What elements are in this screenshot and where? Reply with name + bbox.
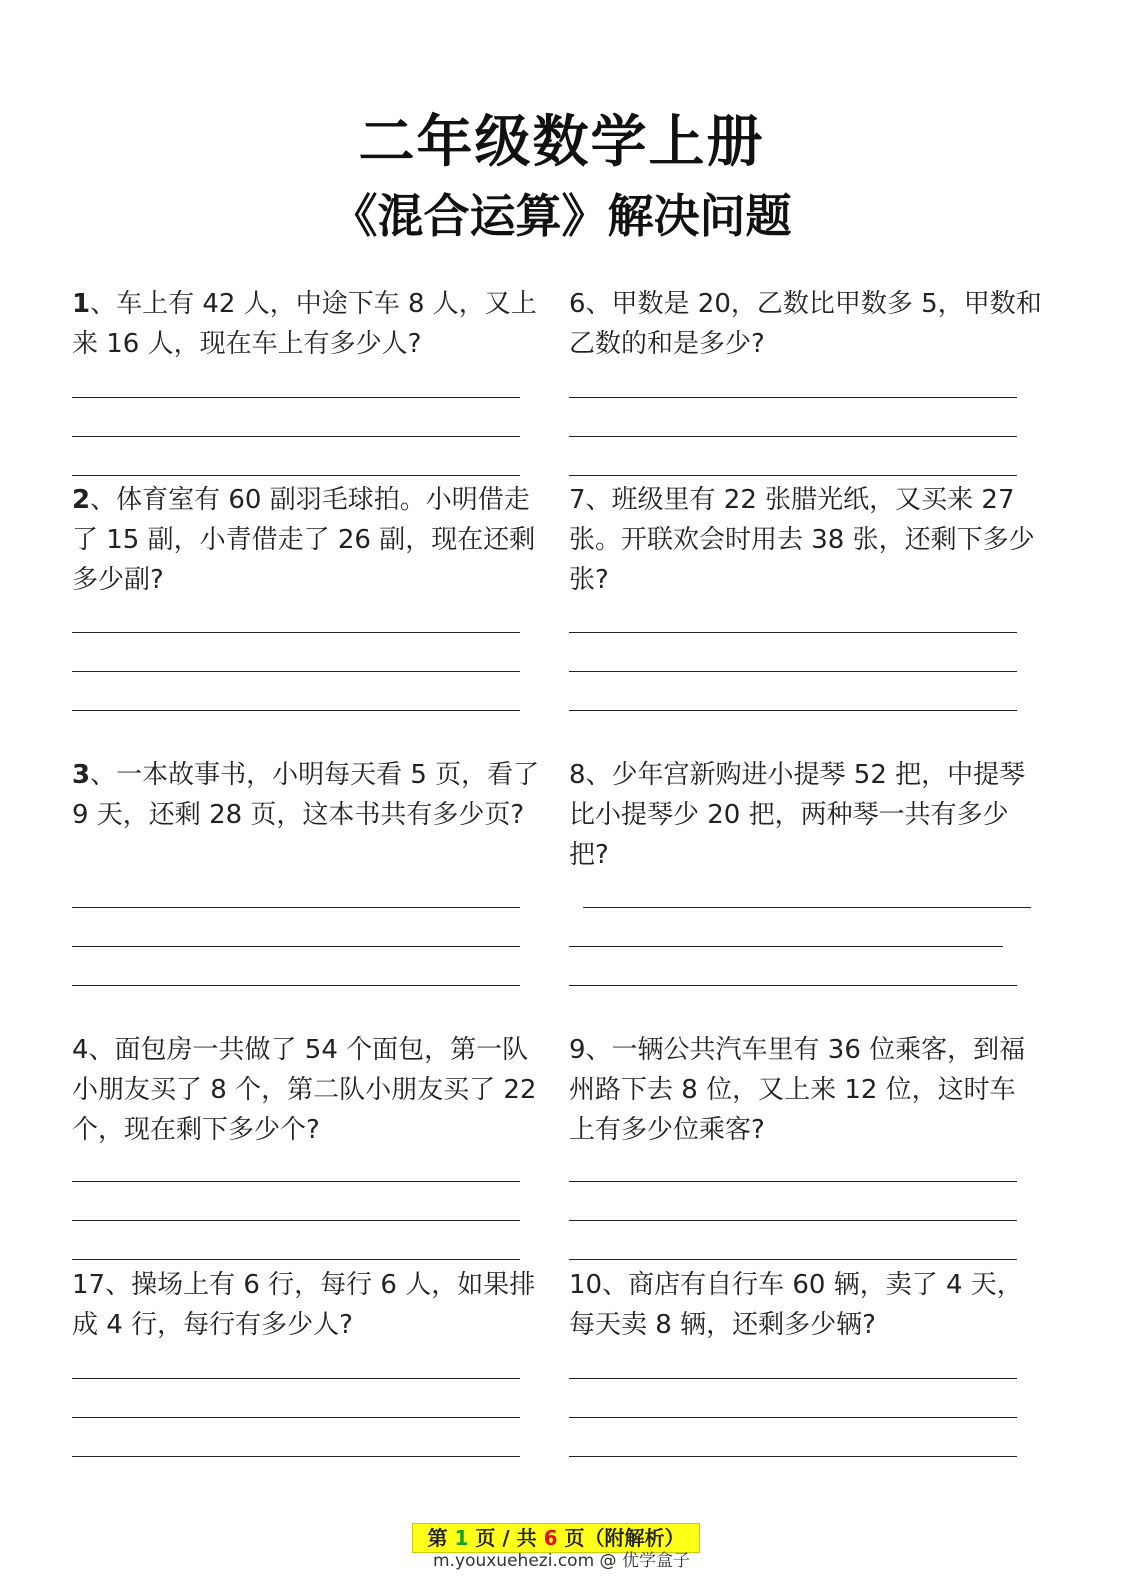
answer-line[interactable] <box>569 397 1017 398</box>
answer-line[interactable] <box>72 475 520 476</box>
answer-line[interactable] <box>72 1220 520 1221</box>
problem-text: 、体育室有 60 副羽毛球拍。小明借走了 15 副，小青借走了 26 副，现在还剩多少副? <box>72 485 536 595</box>
problem-text: 、商店有自行车 60 辆，卖了 4 天，每天卖 8 辆，还剩多少辆? <box>569 1270 1023 1340</box>
problem-1 <box>72 284 547 364</box>
answer-line[interactable] <box>569 475 1017 476</box>
problem-number: 10 <box>569 1270 603 1300</box>
answer-line[interactable] <box>569 1417 1017 1418</box>
total-pages: 6 <box>543 1526 558 1550</box>
page-mid: 页 / 共 <box>475 1526 537 1550</box>
problem-7 <box>569 480 1044 600</box>
problem-text: 、操场上有 6 行，每行 6 人，如果排成 4 行，每行有多少人? <box>72 1270 536 1340</box>
problem-number: 2 <box>72 485 91 515</box>
answer-line[interactable] <box>72 397 520 398</box>
footer-site: m.youxuehezi.com @ 优学盒子 <box>433 1551 690 1571</box>
problem-6 <box>569 284 1044 364</box>
problem-text: 、面包房一共做了 54 个面包，第一队小朋友买了 8 个，第二队小朋友买了 22 个，现在剩下多少个? <box>72 1035 537 1145</box>
answer-line[interactable] <box>72 907 520 908</box>
answer-line[interactable] <box>569 632 1017 633</box>
problem-9 <box>569 1030 1039 1150</box>
problem-8 <box>569 755 1039 875</box>
problem-number: 9 <box>569 1035 586 1065</box>
answer-line[interactable] <box>72 1259 520 1260</box>
answer-line[interactable] <box>569 985 1017 986</box>
answer-line[interactable] <box>569 1456 1017 1457</box>
problem-number: 8 <box>569 760 586 790</box>
problem-text: 、少年宫新购进小提琴 52 把，中提琴比小提琴少 20 把，两种琴一共有多少把? <box>569 760 1026 870</box>
answer-line[interactable] <box>72 436 520 437</box>
problem-17 <box>72 1265 547 1345</box>
answer-line[interactable] <box>72 1378 520 1379</box>
problem-4 <box>72 1030 547 1150</box>
current-page: 1 <box>454 1526 469 1550</box>
answer-line[interactable] <box>72 671 520 672</box>
answer-line[interactable] <box>569 946 1003 947</box>
page-subtitle: 《混合运算》解决问题 <box>331 189 792 243</box>
problem-number: 7 <box>569 485 586 515</box>
answer-line[interactable] <box>72 1181 520 1182</box>
answer-line[interactable] <box>72 710 520 711</box>
answer-line[interactable] <box>569 1220 1017 1221</box>
problem-text: 、甲数是 20，乙数比甲数多 5，甲数和乙数的和是多少? <box>569 289 1042 359</box>
problem-text: 、班级里有 22 张腊光纸，又买来 27 张。开联欢会时用去 38 张，还剩下多少张? <box>569 485 1035 595</box>
answer-line[interactable] <box>569 1259 1017 1260</box>
answer-line[interactable] <box>72 985 520 986</box>
answer-line[interactable] <box>72 632 520 633</box>
problem-text: 、一本故事书，小明每天看 5 页，看了 9 天，还剩 28 页，这本书共有多少页? <box>72 760 540 830</box>
problem-3 <box>72 755 547 835</box>
answer-line[interactable] <box>569 436 1017 437</box>
problem-number: 4 <box>72 1035 89 1065</box>
answer-line[interactable] <box>569 710 1017 711</box>
answer-line[interactable] <box>72 946 520 947</box>
answer-line[interactable] <box>569 671 1017 672</box>
page-suffix: 页（附解析） <box>564 1526 685 1550</box>
answer-line[interactable] <box>583 907 1031 908</box>
answer-line[interactable] <box>569 1378 1017 1379</box>
problem-2 <box>72 480 547 600</box>
problem-10 <box>569 1265 1044 1345</box>
answer-line[interactable] <box>72 1456 520 1457</box>
answer-line[interactable] <box>72 1417 520 1418</box>
problem-number: 1 <box>72 289 91 319</box>
page-title: 二年级数学上册 <box>358 110 765 175</box>
problem-text: 、车上有 42 人，中途下车 8 人，又上来 16 人，现在车上有多少人? <box>72 289 537 359</box>
problem-number: 6 <box>569 289 586 319</box>
answer-line[interactable] <box>569 1181 1017 1182</box>
problem-number: 3 <box>72 760 91 790</box>
problem-number: 17 <box>72 1270 106 1300</box>
problem-text: 、一辆公共汽车里有 36 位乘客，到福州路下去 8 位，又上来 12 位，这时车上有多少位乘客? <box>569 1035 1026 1145</box>
page-prefix: 第 <box>427 1526 448 1550</box>
